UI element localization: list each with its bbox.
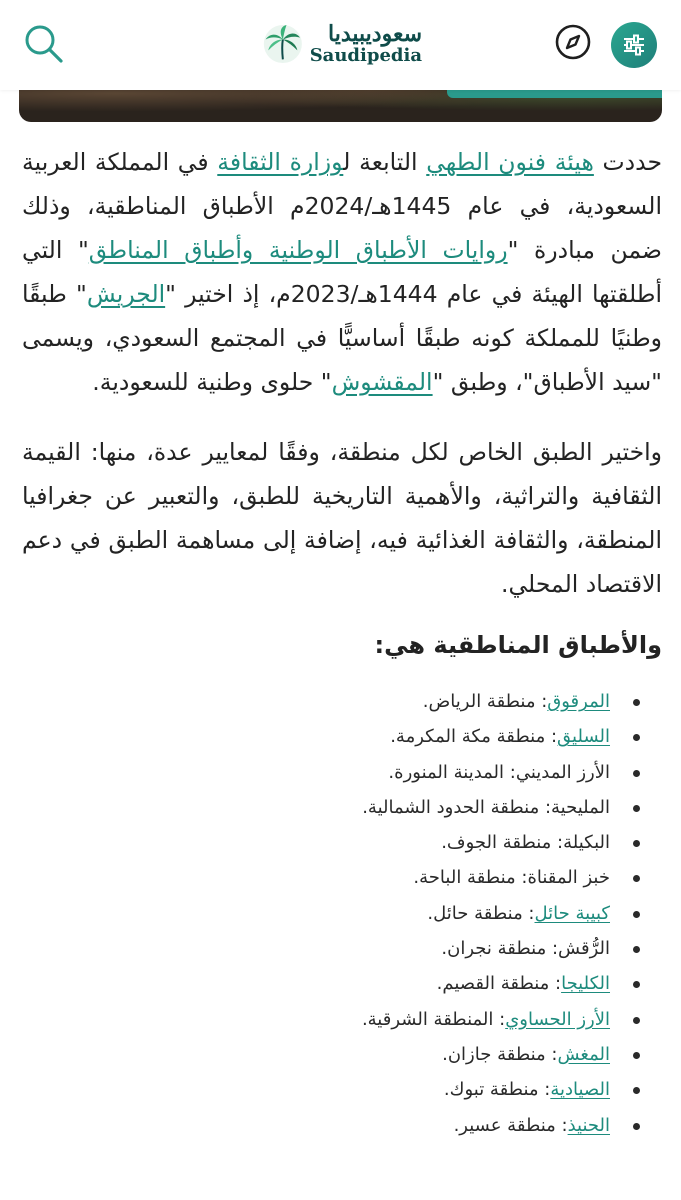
regional-dishes-heading: والأطباق المناطقية هي: <box>374 631 662 659</box>
dish-region: : منطقة الحدود الشمالية. <box>362 796 552 818</box>
dish-region: : المدينة المنورة. <box>388 761 516 783</box>
link-dishes-initiative[interactable]: روايات الأطباق الوطنية وأطباق المناطق <box>88 236 508 264</box>
dish-link[interactable]: الصيادية <box>550 1079 610 1101</box>
list-item <box>22 1002 640 1037</box>
palm-logo-icon <box>262 21 304 67</box>
article-body <box>22 140 662 1143</box>
dish-link[interactable]: المغش <box>557 1043 610 1065</box>
dish-region: : منطقة القصيم. <box>436 973 562 995</box>
search-button[interactable] <box>22 22 66 66</box>
dish-region: : منطقة جازان. <box>442 1043 558 1065</box>
hero-accent-bar <box>447 90 662 98</box>
link-ministry-of-culture[interactable]: وزارة الثقافة <box>217 148 344 176</box>
text-segment: التابعة ل <box>343 148 427 176</box>
dish-region: : منطقة الجوف. <box>441 832 564 854</box>
list-item <box>22 755 640 790</box>
list-item <box>22 719 640 754</box>
dish-region: : منطقة الرياض. <box>422 691 548 712</box>
compass-icon <box>554 23 592 61</box>
link-jareesh[interactable]: الجريش <box>86 280 166 308</box>
list-item <box>22 896 640 931</box>
top-header <box>0 0 681 90</box>
explore-button[interactable] <box>553 22 593 62</box>
intro-paragraph <box>22 140 662 404</box>
search-icon <box>23 23 65 65</box>
list-item <box>22 1037 640 1072</box>
list-item <box>22 1072 640 1107</box>
list-item <box>22 966 640 1001</box>
dish-region: : منطقة مكة المكرمة. <box>390 726 558 748</box>
dish-region: : منطقة عسير. <box>453 1114 568 1136</box>
dish-region: : منطقة تبوك. <box>443 1079 551 1101</box>
saudipedia-logo[interactable] <box>262 16 422 72</box>
dish-link[interactable]: الحنيذ <box>567 1114 610 1136</box>
list-item <box>22 825 640 860</box>
criteria-paragraph: واختير الطبق الخاص لكل منطقة، وفقًا لمعايير عدة، منها: القيمة الثقافية والتراثية، والأهمية التاريخية للطبق، والتعبير عن جغرافيا المنطقة، والثقافة الغذائية فيه، إضافة إلى مساهمة الطبق في دعم الاقتصاد المحلي. <box>22 438 662 598</box>
dish-link[interactable]: المرقوق <box>547 691 610 712</box>
dish-name: البكيلة <box>563 832 610 854</box>
dish-name: الأرز المديني <box>515 761 610 783</box>
list-item <box>22 790 640 825</box>
list-item <box>22 1108 640 1143</box>
dish-link[interactable]: السليق <box>557 726 610 748</box>
dish-region: : منطقة الباحة. <box>413 867 528 889</box>
text-segment: " حلوى وطنية للسعودية. <box>92 368 332 396</box>
text-segment: " التي أطلقتها الهيئة في عام 1444هـ/2023م، إذ اختير " <box>22 236 662 308</box>
text-segment: في المملكة العربية السعودية، في عام 1445هـ/2024م الأطباق المناطقية، وذلك ضمن مبادرة " <box>22 148 662 264</box>
hero-image <box>19 90 662 122</box>
regional-dishes-list <box>22 684 662 1143</box>
logo-english-text: Saudipedia <box>309 45 422 66</box>
dish-region: : منطقة حائل. <box>427 902 535 924</box>
list-item <box>22 860 640 895</box>
list-item <box>22 684 640 719</box>
list-item <box>22 931 640 966</box>
dish-link[interactable]: الكليجا <box>561 973 610 995</box>
dish-name: الرُّقش <box>558 938 610 960</box>
filters-menu-button[interactable] <box>611 22 657 68</box>
logo-arabic-text: سعوديبيديا <box>328 21 422 47</box>
sliders-icon <box>621 32 647 58</box>
dish-name: المليحية <box>551 796 610 818</box>
dish-name: خبز المقناة <box>527 867 610 889</box>
link-culinary-arts-commission[interactable]: هيئة فنون الطهي <box>426 148 594 176</box>
link-maqshoosh[interactable]: المقشوش <box>331 368 433 396</box>
text-segment: حددت <box>593 148 662 176</box>
text-segment: " طبقًا وطنيًا للمملكة كونه طبقًا أساسيًّا في المجتمع السعودي، ويسمى "سيد الأطباق"، وطبق " <box>22 280 662 396</box>
dish-region: : المنطقة الشرقية. <box>361 1008 506 1030</box>
dish-link[interactable]: الأرز الحساوي <box>505 1008 610 1030</box>
dish-link[interactable]: كبيبة حائل <box>534 902 610 924</box>
dish-region: : منطقة نجران. <box>441 938 559 960</box>
